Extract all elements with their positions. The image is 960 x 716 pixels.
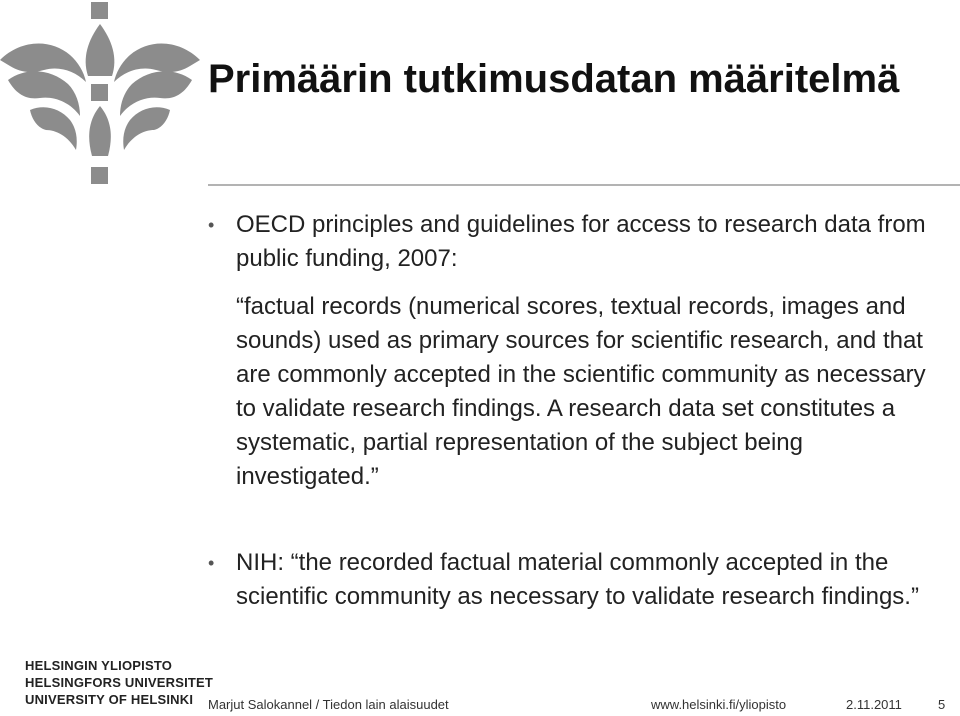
- footer-page-number: 5: [938, 697, 946, 712]
- bullet-nih: [208, 546, 948, 614]
- flame-cross-logo-icon: [0, 0, 200, 190]
- bullet-oecd-text: OECD principles and guidelines for access to research data from public funding, 2007:: [236, 211, 926, 272]
- bullet-dot-icon: •: [208, 553, 215, 573]
- slide-title: Primäärin tutkimusdatan määritelmä: [208, 57, 900, 101]
- brand-line-en: UNIVERSITY OF HELSINKI: [25, 692, 194, 707]
- brand-line-fi: HELSINGIN YLIOPISTO: [25, 658, 173, 673]
- footer-date: 2.11.2011: [846, 697, 902, 712]
- footer-author: Marjut Salokannel / Tiedon lain alaisuudet: [208, 697, 449, 712]
- footer-url: www.helsinki.fi/yliopisto: [651, 697, 787, 712]
- bullet-nih-text: NIH: “the recorded factual material commonly accepted in the scientific community as necessary to validate research findings.”: [236, 549, 919, 610]
- title-divider: [208, 184, 960, 186]
- brand-line-sv: HELSINGFORS UNIVERSITET: [25, 675, 214, 690]
- university-wordmark: [25, 657, 214, 708]
- bullet-dot-icon: •: [208, 215, 215, 235]
- bullet-oecd: [208, 208, 948, 276]
- slide-content: [208, 208, 948, 614]
- oecd-quote: “factual records (numerical scores, textual records, images and sounds) used as primary sources for scientific research, and that are commonly accepted in the scientific community as necessary to validate research findings. A research data set constitutes a systematic, partial representation of the subject being investigated.”: [236, 293, 926, 490]
